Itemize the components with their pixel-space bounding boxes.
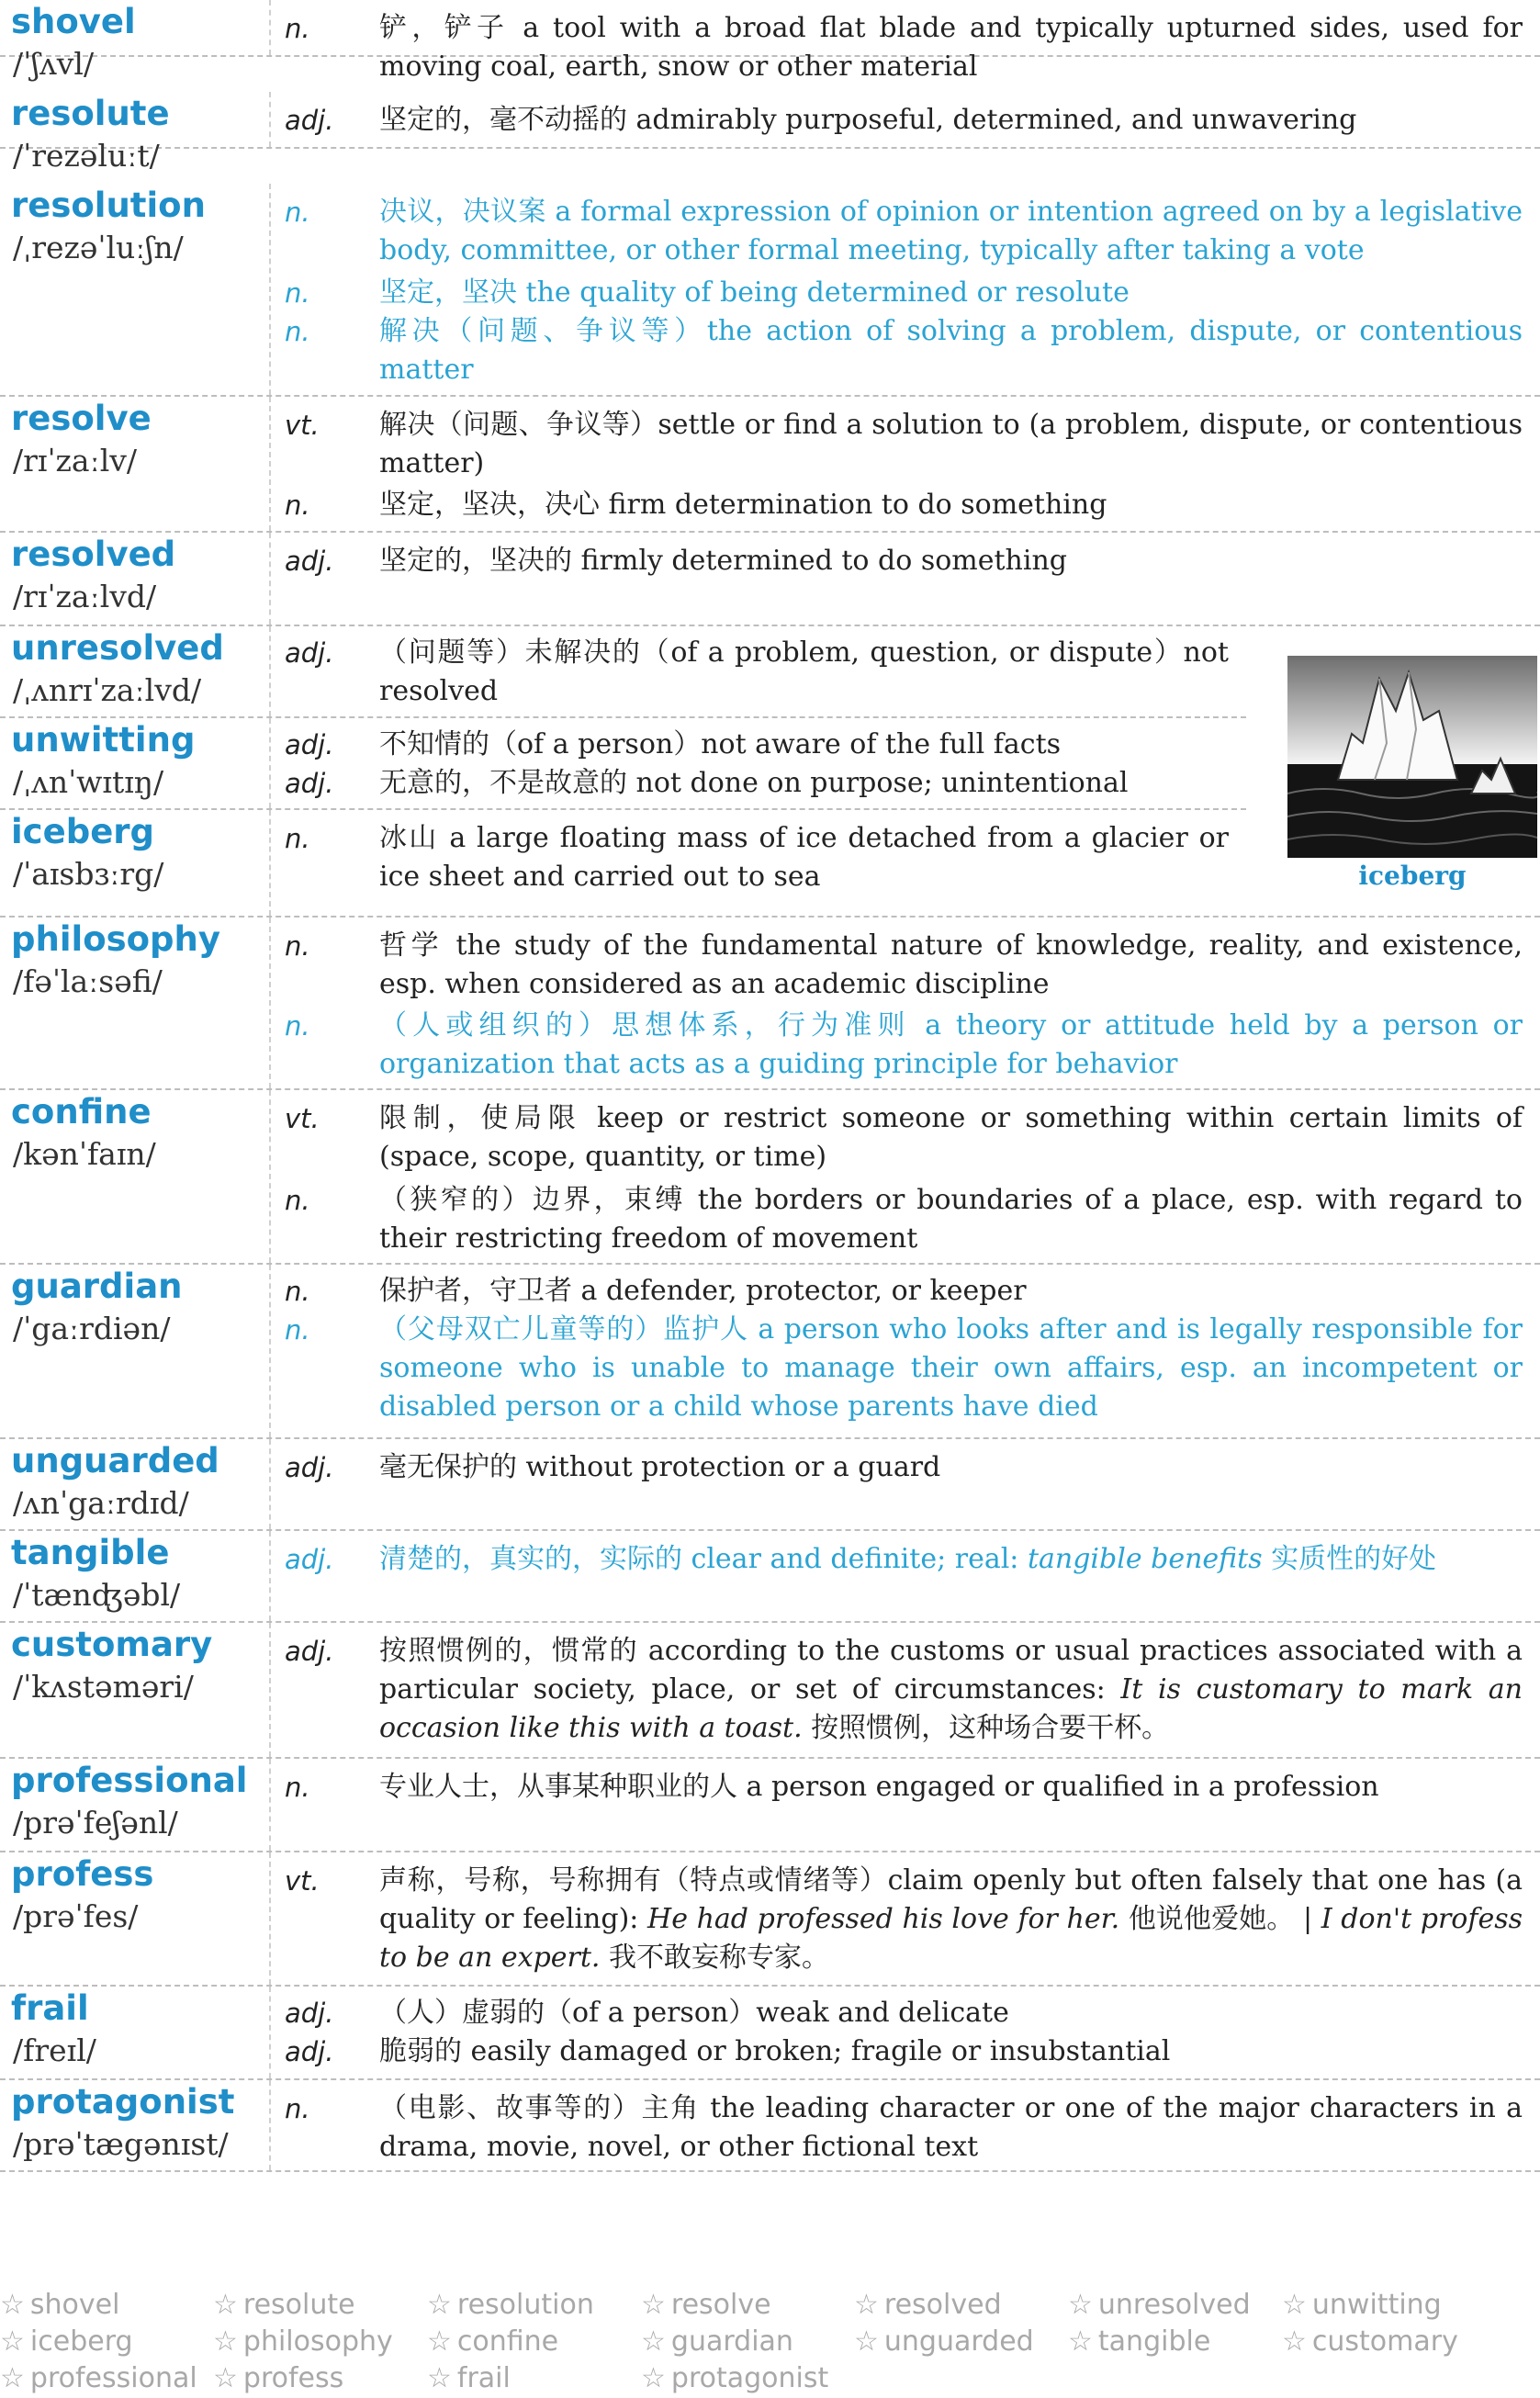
entry-resolute xyxy=(0,92,1540,174)
part-of-speech: n. xyxy=(285,823,310,854)
part-of-speech: n. xyxy=(285,2093,310,2124)
star-icon: ☆ xyxy=(641,2325,666,2358)
definition: （人或组织的）思想体系，行为准则 a theory or attitude held by a person or organization that acts as a guiding principle for behavior xyxy=(379,1009,1523,1080)
star-icon: ☆ xyxy=(213,2289,238,2321)
entry-resolved xyxy=(0,533,1540,626)
pronunciation: /fəˈlaːsəfi/ xyxy=(13,963,163,999)
headword-column xyxy=(0,92,271,174)
star-icon: ☆ xyxy=(427,2325,452,2358)
entry-unresolved xyxy=(0,626,1246,718)
definition: 保护者，守卫者 a defender, protector, or keeper xyxy=(379,1275,1027,1307)
entry-unguarded xyxy=(0,1439,1540,1531)
headword-column xyxy=(0,626,271,716)
definition-text: 按照惯例的，惯常的 according to the customs or usual practices associated with a particular society, place, or set of circumstances: xyxy=(379,1635,1523,1706)
pronunciation: /ˈtænʤəbl/ xyxy=(13,1577,181,1613)
headword: professional xyxy=(11,1761,248,1800)
headword: unguarded xyxy=(11,1441,219,1480)
example: tangible benefits xyxy=(1027,1543,1263,1575)
part-of-speech: adj. xyxy=(285,637,334,669)
pronunciation: /prəˈfeʃənl/ xyxy=(13,1805,178,1841)
star-icon: ☆ xyxy=(0,2325,25,2358)
part-of-speech: vt. xyxy=(285,1865,320,1897)
definition: 毫无保护的 without protection or a guard xyxy=(379,1451,941,1483)
part-of-speech: n. xyxy=(285,1314,310,1345)
review-item: ☆ unwitting xyxy=(1282,2289,1442,2321)
part-of-speech: n. xyxy=(285,490,310,521)
part-of-speech: vt. xyxy=(285,410,320,441)
part-of-speech: adj. xyxy=(285,546,334,577)
entry-unwitting xyxy=(0,718,1246,810)
definition xyxy=(379,1540,1523,1579)
star-icon: ☆ xyxy=(1068,2289,1093,2321)
headword-column xyxy=(0,1852,271,1985)
review-item: ☆ professional xyxy=(0,2362,197,2394)
star-icon: ☆ xyxy=(0,2289,25,2321)
review-item: ☆ resolute xyxy=(213,2289,355,2321)
pronunciation: /ˈaɪsbɜːrg/ xyxy=(13,856,164,892)
headword: resolute xyxy=(11,94,170,133)
headword: tangible xyxy=(11,1533,170,1572)
headword-column xyxy=(0,718,271,808)
part-of-speech: vt. xyxy=(285,1103,320,1134)
headword-column xyxy=(0,533,271,625)
review-item: ☆ confine xyxy=(427,2325,559,2358)
definition: （问题等）未解决的（of a problem, question, or dispute）not resolved xyxy=(379,636,1229,707)
entry-profess xyxy=(0,1852,1540,1987)
definition: 决议，决议案 a formal expression of opinion or intention agreed on by a legislative body, committee, or other formal meeting, typically after taking a vote xyxy=(379,196,1523,266)
entry-resolution xyxy=(0,184,1540,397)
headword: protagonist xyxy=(11,2082,235,2122)
pronunciation: /kənˈfaɪn/ xyxy=(13,1136,156,1172)
pronunciation: /prəˈtægənɪst/ xyxy=(13,2126,229,2162)
headword: unwitting xyxy=(11,720,196,760)
headword-column xyxy=(0,1090,271,1263)
example-translation: 他说他爱她。 xyxy=(1128,1903,1295,1935)
headword-column xyxy=(0,1265,271,1437)
definition: （父母双亡儿童等的）监护人 a person who looks after and is legally responsible for someone who is unable to manage their own affairs, esp. an incompetent or disabled person or a child whose parents have died xyxy=(379,1313,1523,1423)
separator: | xyxy=(1303,1903,1313,1935)
example: I don't profess to be an expert. xyxy=(379,1903,1523,1974)
definition: （狭窄的）边界，束缚 the borders or boundaries of a place, esp. with regard to their restricting freedom of movement xyxy=(379,1184,1523,1255)
part-of-speech: adj. xyxy=(285,1636,334,1667)
definition: 坚定的，坚决的 firmly determined to do something xyxy=(379,545,1067,577)
part-of-speech: n. xyxy=(285,930,310,962)
part-of-speech: adj. xyxy=(285,2036,334,2067)
definition: 无意的，不是故意的 not done on purpose; unintentional xyxy=(379,767,1129,799)
pronunciation: /ˈkʌstəməri/ xyxy=(13,1669,194,1705)
part-of-speech: adj. xyxy=(285,768,334,799)
pronunciation: /ʌnˈgaːrdɪd/ xyxy=(13,1485,189,1521)
pronunciation: /ˌʌnˈwɪtɪŋ/ xyxy=(13,764,164,800)
part-of-speech: n. xyxy=(285,277,310,309)
definition-text: 清楚的，真实的，实际的 clear and definite; real: xyxy=(379,1543,1019,1575)
pronunciation: /rɪˈzaːlvd/ xyxy=(13,579,157,614)
definition: 脆弱的 easily damaged or broken; fragile or insubstantial xyxy=(379,2035,1171,2067)
review-item: ☆ iceberg xyxy=(0,2325,133,2358)
headword: shovel xyxy=(11,2,136,41)
headword-column xyxy=(0,0,271,82)
entry-philosophy xyxy=(0,918,1540,1090)
part-of-speech: n. xyxy=(285,316,310,347)
headword-column xyxy=(0,1439,271,1529)
part-of-speech: n. xyxy=(285,197,310,228)
part-of-speech: adj. xyxy=(285,1998,334,2029)
definition: 铲，铲子 a tool with a broad flat blade and typically upturned sides, used for moving coal, earth, snow or other material xyxy=(379,12,1523,83)
headword-column xyxy=(0,184,271,395)
headword: profess xyxy=(11,1854,154,1894)
entry-protagonist xyxy=(0,2080,1540,2172)
entry-resolve xyxy=(0,397,1540,533)
entry-professional xyxy=(0,1759,1540,1852)
star-icon: ☆ xyxy=(641,2362,666,2394)
headword: resolution xyxy=(11,186,206,225)
star-icon: ☆ xyxy=(1068,2325,1093,2358)
review-item: ☆ tangible xyxy=(1068,2325,1211,2358)
definition: 坚定的，毫不动摇的 admirably purposeful, determined, and unwavering xyxy=(379,104,1357,136)
review-item: ☆ resolved xyxy=(854,2289,1002,2321)
definition: 冰山 a large floating mass of ice detached from a glacier or ice sheet and carried out to sea xyxy=(379,822,1229,893)
headword: resolved xyxy=(11,535,176,574)
pronunciation: /rɪˈzaːlv/ xyxy=(13,443,138,478)
entry-confine xyxy=(0,1090,1540,1265)
headword-column xyxy=(0,397,271,531)
headword: philosophy xyxy=(11,919,220,959)
definition: 专业人士，从事某种职业的人 a person engaged or qualified in a profession xyxy=(379,1771,1379,1803)
review-item: ☆ unresolved xyxy=(1068,2289,1251,2321)
star-icon: ☆ xyxy=(427,2289,452,2321)
headword: guardian xyxy=(11,1267,183,1306)
part-of-speech: n. xyxy=(285,1276,310,1307)
part-of-speech: n. xyxy=(285,1010,310,1041)
example-translation: 我不敢妄称专家。 xyxy=(609,1942,830,1974)
part-of-speech: adj. xyxy=(285,1452,334,1483)
definition: （电影、故事等的）主角 the leading character or one of the major characters in a drama, movie, novel, or other fictional text xyxy=(379,2092,1523,2163)
definition: 坚定，坚决，决心 firm determination to do something xyxy=(379,489,1107,521)
part-of-speech: n. xyxy=(285,1772,310,1803)
definition xyxy=(379,1632,1523,1748)
review-item: ☆ resolution xyxy=(427,2289,594,2321)
review-item: ☆ shovel xyxy=(0,2289,120,2321)
iceberg-illustration-icon xyxy=(1287,656,1537,858)
review-item: ☆ frail xyxy=(427,2362,511,2394)
star-icon: ☆ xyxy=(641,2289,666,2321)
example: He had professed his love for her. xyxy=(647,1903,1120,1935)
star-icon: ☆ xyxy=(854,2325,879,2358)
part-of-speech: n. xyxy=(285,13,310,44)
example-translation: 按照惯例，这种场合要干杯。 xyxy=(811,1712,1170,1744)
example-translation: 实质性的好处 xyxy=(1271,1543,1437,1575)
entry-shovel xyxy=(0,0,1540,83)
example: It is customary to mark an occasion like this with a toast. xyxy=(379,1673,1523,1744)
pronunciation: /ˈʃʌvl/ xyxy=(13,46,95,82)
star-icon: ☆ xyxy=(213,2362,238,2394)
review-item: ☆ resolve xyxy=(641,2289,771,2321)
part-of-speech: adj. xyxy=(285,1544,334,1575)
entry-frail xyxy=(0,1987,1540,2080)
pronunciation: /ˈrezəluːt/ xyxy=(13,138,160,174)
headword: unresolved xyxy=(11,628,224,668)
entry-customary xyxy=(0,1623,1540,1759)
pronunciation: /freɪl/ xyxy=(13,2032,96,2068)
definition: 坚定，坚决 the quality of being determined or resolute xyxy=(379,276,1130,309)
headword: confine xyxy=(11,1092,152,1131)
review-item: ☆ guardian xyxy=(641,2325,793,2358)
star-icon: ☆ xyxy=(0,2362,25,2394)
star-icon: ☆ xyxy=(854,2289,879,2321)
headword: iceberg xyxy=(11,812,155,851)
headword-column xyxy=(0,1531,271,1621)
pronunciation: /ˌrezəˈluːʃn/ xyxy=(13,230,184,265)
entry-guardian xyxy=(0,1265,1540,1439)
star-icon: ☆ xyxy=(1282,2325,1307,2358)
pronunciation: /prəˈfes/ xyxy=(13,1898,139,1934)
headword-column xyxy=(0,1987,271,2078)
definition xyxy=(379,1862,1523,1977)
definition: 哲学 the study of the fundamental nature of knowledge, reality, and existence, esp. when considered as an academic discipline xyxy=(379,929,1523,1000)
pronunciation: /ˈgaːrdiən/ xyxy=(13,1311,171,1346)
headword: resolve xyxy=(11,399,152,438)
definition: 不知情的（of a person）not aware of the full facts xyxy=(379,728,1062,760)
star-icon: ☆ xyxy=(1282,2289,1307,2321)
review-item: ☆ profess xyxy=(213,2362,344,2394)
part-of-speech: adj. xyxy=(285,105,334,136)
star-icon: ☆ xyxy=(427,2362,452,2394)
definition-text: 声称，号称，号称拥有（特点或情绪等）claim openly but often falsely that one has (a quality or feeling): xyxy=(379,1864,1523,1935)
headword-column xyxy=(0,2080,271,2170)
definition: 解决（问题、争议等）settle or find a solution to (a problem, dispute, or contentious matter) xyxy=(379,409,1523,479)
headword-column xyxy=(0,918,271,1088)
headword-column xyxy=(0,1623,271,1757)
part-of-speech: n. xyxy=(285,1185,310,1216)
review-word-list xyxy=(0,2287,1540,2398)
headword: frail xyxy=(11,1988,89,2028)
headword: customary xyxy=(11,1625,213,1664)
review-item: ☆ unguarded xyxy=(854,2325,1034,2358)
review-item: ☆ customary xyxy=(1282,2325,1458,2358)
entry-tangible xyxy=(0,1531,1540,1623)
definition: （人）虚弱的（of a person）weak and delicate xyxy=(379,1997,1009,2029)
part-of-speech: adj. xyxy=(285,729,334,760)
headword-column xyxy=(0,810,271,916)
review-item: ☆ philosophy xyxy=(213,2325,393,2358)
review-item: ☆ protagonist xyxy=(641,2362,829,2394)
picture-caption: iceberg xyxy=(1358,861,1467,891)
definition: 限制，使局限 keep or restrict someone or something within certain limits of (space, scope, quantity, or time) xyxy=(379,1102,1523,1173)
headword-column xyxy=(0,1759,271,1851)
pronunciation: /ˌʌnrɪˈzaːlvd/ xyxy=(13,672,202,708)
star-icon: ☆ xyxy=(213,2325,238,2358)
definition: 解决（问题、争议等）the action of solving a problem, dispute, or contentious matter xyxy=(379,315,1523,386)
